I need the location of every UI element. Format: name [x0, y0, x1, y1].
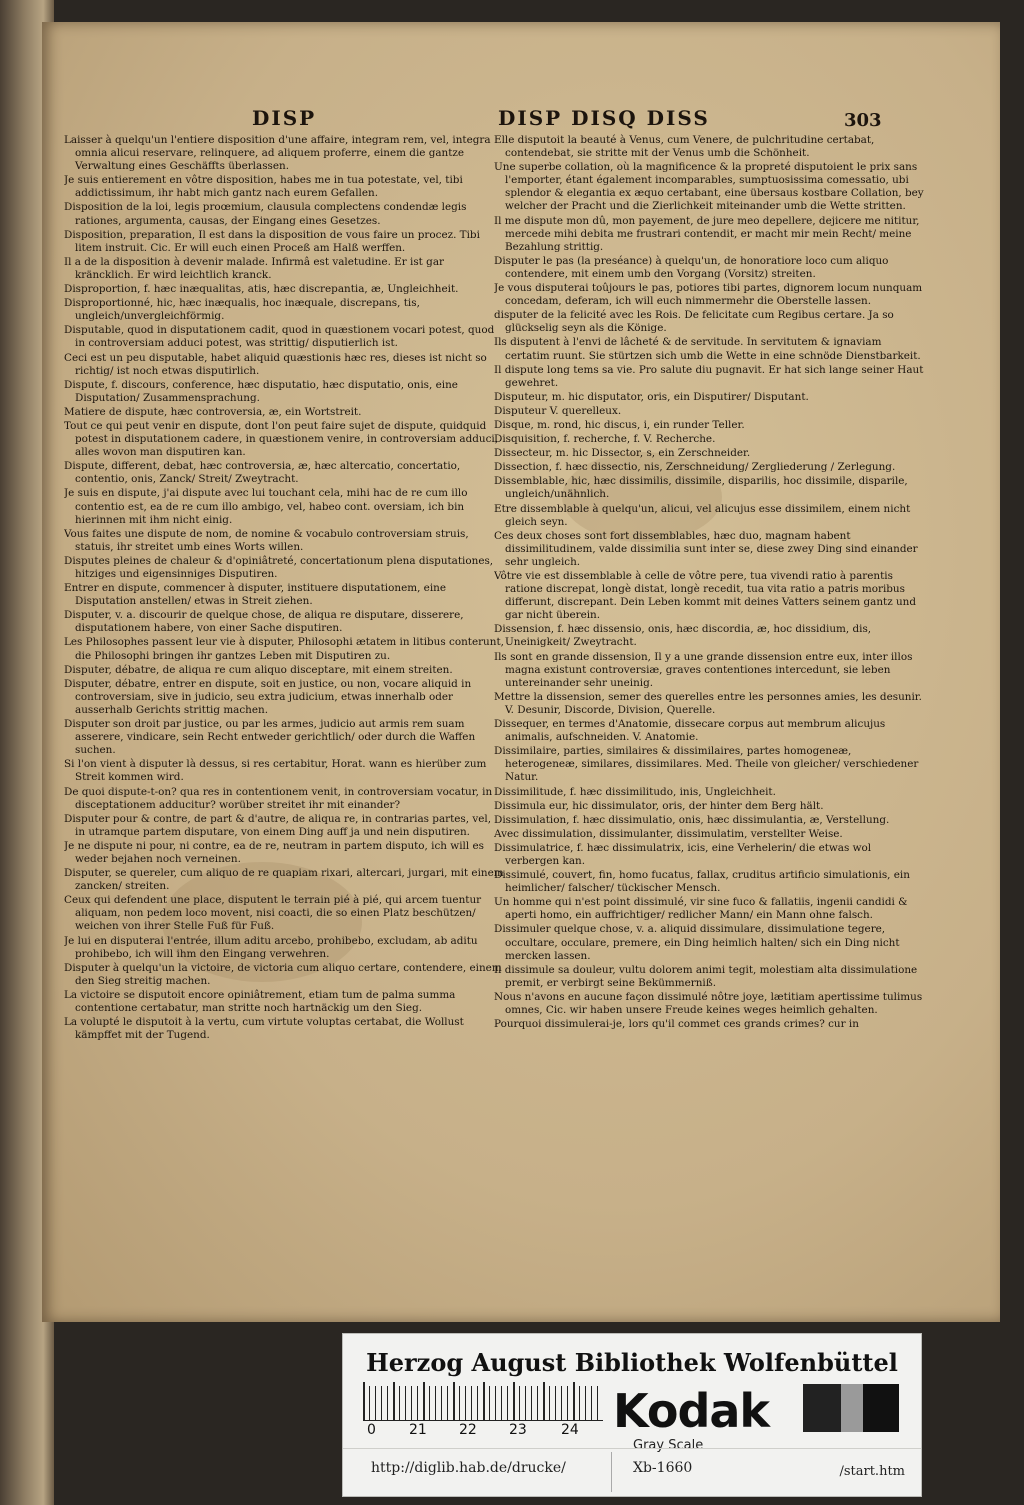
dictionary-entry: Matiere de dispute, hæc controversia, æ, ein Wortstreit. [64, 405, 362, 418]
digital-library-url: http://diglib.hab.de/drucke/ [371, 1460, 566, 1476]
scale-ruler-major-ticks [363, 1382, 603, 1420]
dictionary-entry: Un homme qui n'est point dissimulé, vir sine fuco & fallatiis, ingenii candidi & aperti homo, ein auffrichtiger/ redlicher Mann/ ein Mann ohne falsch. [494, 896, 908, 922]
dictionary-entry: Dispute, different, debat, hæc controversia, æ, hæc altercatio, concertatio, contentio, onis, Zanck/ Streit/ Zweytracht. [64, 460, 461, 486]
dictionary-entry: Disputer, débatre, entrer en dispute, soit en justice, ou non, vocare aliquid in controversiam, sive in judicio, seu extra judicium, etwas innerhalb oder ausserhalb Gerichts strittig machen. [64, 677, 472, 716]
dictionary-entry: Je suis en dispute, j'ai dispute avec lui touchant cela, mihi hac de re cum illo contentio est, ea de re cum illo ambigo, vel, habeo cont. oversiam, ich bin hierinnen mit ihm nicht einig. [64, 487, 468, 526]
dictionary-entry: Ils sont en grande dissension, Il y a une grande dissension entre eux, inter illos magna existunt controversiæ, graves contentiones intercedunt, sie leben untereinander sehr uneinig. [494, 650, 913, 689]
dictionary-entry: Dissimuler quelque chose, v. a. aliquid dissimulare, dissimulatione tegere, occultare, occulare, premere, ein Ding heimlich halten/ sich ein Ding nicht mercken lassen. [494, 923, 900, 962]
card-separator [611, 1452, 612, 1492]
dictionary-entry: Mettre la dissension, semer des querelles entre les personnes amies, les desunir. V. Desunir, Discorde, Division, Querelle. [494, 690, 922, 716]
dictionary-entry: De quoi dispute-t-on? qua res in contentionem venit, in controversiam vocatur, in disceptationem adducitur? worüber streitet ihr mit einander? [64, 785, 493, 811]
dictionary-entry: Dissection, f. hæc dissectio, nis, Zerschneidung/ Zergliederung / Zerlegung. [494, 461, 896, 474]
dictionary-entry: Je vous disputerai toûjours le pas, potiores tibi partes, dignorem locum nunquam concedam, deferam, ich will euch nimmermehr die Oberstelle lassen. [494, 282, 923, 308]
dictionary-entry: Disposition, preparation, Il est dans la disposition de vous faire un procez. Tibi litem instruit. Cic. Er will euch einen Proceß am Halß werffen. [64, 228, 480, 254]
scale-tick: 24 [561, 1422, 579, 1438]
dictionary-entry: Il me dispute mon dû, mon payement, de jure meo depellere, dejicere me nititur, mercede mihi debita me frustrari contendit, er macht mir mein Recht/ meine Bezahlung strittig. [494, 214, 920, 253]
dictionary-entry: Je ne dispute ni pour, ni contre, ea de re, neutram in partem disputo, ich will es weder bejahen noch verneinen. [64, 839, 484, 865]
scale-tick: 22 [459, 1422, 477, 1438]
gray-swatch [863, 1384, 899, 1432]
dictionary-entry: Ces deux choses sont fort dissemblables, hæc duo, magnam habent dissimilitudinem, valde dissimilia sunt inter se, diese zwey Ding sind einander sehr ungleich. [494, 529, 918, 568]
dictionary-entry: Ceci est un peu disputable, habet aliquid quæstionis hæc res, dieses ist nicht so richtig/ ist noch etwas disputirlich. [64, 351, 487, 377]
dictionary-entry: Dissension, f. hæc dissensio, onis, hæc discordia, æ, hoc dissidium, dis, Uneinigkeit/ Zweytracht. [494, 623, 872, 649]
dictionary-entry: Je suis entierement en vôtre disposition, habes me in tua potestate, vel, tibi addictissimum, ihr habt mich gantz nach eurem Gefallen. [64, 174, 463, 200]
dictionary-entry: Disproportion, f. hæc inæqualitas, atis, hæc discrepantia, æ, Ungleichheit. [64, 283, 459, 296]
dictionary-entry: Dissimula eur, hic dissimulator, oris, der hinter dem Berg hält. [494, 799, 824, 812]
dictionary-entry: Je lui en disputerai l'entrée, illum aditu arcebo, prohibebo, excludam, ab aditu prohibebo, ich will ihm den Eingang verwehren. [64, 934, 478, 960]
shelfmark: Xb-1660 [633, 1460, 693, 1476]
gray-scale-label: Gray Scale [633, 1438, 704, 1453]
dictionary-entry: Laisser à quelqu'un l'entiere disposition d'une affaire, integram rem, vel, integra omnia alicui reservare, relinquere, ad aliquem proferre, einem die gantze Verwaltung eines Geschäffts überlassen. [64, 134, 491, 173]
scale-tick: 21 [409, 1422, 427, 1438]
dictionary-entry: Disputes pleines de chaleur & d'opiniâtreté, concertationum plena disputationes, hitziges und eigensinniges Disputiren. [64, 554, 494, 580]
library-name: Herzog August Bibliothek Wolfenbüttel [366, 1348, 898, 1377]
dictionary-entry: Vous faites une dispute de nom, de nomine & vocabulo controversiam struis, statuis, ihr streitet umb eines Worts willen. [64, 527, 469, 553]
dictionary-entry: Avec dissimulation, dissimulanter, dissimulatim, verstellter Weise. [494, 827, 843, 840]
scale-tick: 23 [509, 1422, 527, 1438]
dictionary-entry: Dissequer, en termes d'Anatomie, dissecare corpus aut membrum alicujus animalis, aufschneiden. V. Anatomie. [494, 718, 886, 744]
library-color-card [342, 1333, 922, 1497]
dictionary-entry: Entrer en dispute, commencer à disputer, instituere disputationem, eine Disputation anstellen/ etwas in Streit ziehen. [64, 582, 446, 608]
scale-tick-labels [365, 1422, 605, 1442]
dictionary-entry: Dissimilaire, parties, similaires & dissimilaires, partes homogeneæ, heterogeneæ, similares, dissimilares. Med. Theile von gleicher/ verschiedener Natur. [494, 745, 919, 784]
dictionary-entry: La volupté le disputoit à la vertu, cum virtute voluptas certabat, die Wollust kämpffet mit der Tugend. [64, 1016, 464, 1042]
dictionary-entry: Disputer son droit par justice, ou par les armes, judicio aut armis rem suam asserere, vindicare, sein Recht entweder gerichtlich/ oder durch die Waffen suchen. [64, 718, 476, 757]
dictionary-entry: Il a de la disposition à devenir malade. Infirmâ est valetudine. Er ist gar kräncklich. Er wird leichtlich kranck. [64, 255, 444, 281]
card-divider [343, 1448, 921, 1449]
dictionary-entry: Tout ce qui peut venir en dispute, dont l'on peut faire sujet de dispute, quidquid potest in disputationem cadere, in quæstionem venire, in controversiam adduci, alles wovon man disputiren kan. [64, 419, 499, 459]
start-link: /start.htm [839, 1464, 905, 1479]
dictionary-entry: Disputer le pas (la preséance) à quelqu'un, de honoratiore loco cum aliquo contendere, mit einem umb den Vorgang (Vorsitz) streiten. [494, 254, 889, 280]
gray-swatch [841, 1384, 863, 1432]
dictionary-entry: Disputer, débatre, de aliqua re cum aliquo disceptare, mit einem streiten. [64, 663, 453, 676]
dictionary-entry: Disputer à quelqu'un la victoire, de victoria cum aliquo certare, contendere, einem den Sieg streitig machen. [64, 961, 502, 987]
dictionary-entry: Disque, m. rond, hic discus, i, ein runder Teller. [494, 418, 745, 431]
dictionary-entry: Pourquoi dissimulerai-je, lors qu'il commet ces grands crimes? cur in [494, 1018, 859, 1031]
dictionary-entry: Elle disputoit la beauté à Venus, cum Venere, de pulchritudine certabat, contendebat, sie stritte mit der Venus umb die Schönheit. [494, 134, 875, 160]
page-number: 303 [844, 110, 882, 131]
dictionary-entry: Disquisition, f. recherche, f. V. Recherche. [494, 433, 716, 446]
dictionary-entry: Disputer, v. a. discourir de quelque chose, de aliqua re disputare, disserere, disputationem habere, von einer Sache disputiren. [64, 609, 464, 635]
dictionary-entry: Nous n'avons en aucune façon dissimulé nôtre joye, lætitiam apertissime tulimus omnes, Cic. wir haben unsere Freude keines weges heimlich gehalten. [494, 990, 923, 1016]
dictionary-entry: Dissecteur, m. hic Dissector, s, ein Zerschneider. [494, 447, 751, 460]
dictionary-entry: Une superbe collation, où la magnificence & la propreté disputoient le prix sans l'emporter, étant également incomparables, sumptuosissima comessatio, ubi splendor & elegantia ex æquo certabant, eine übersaus kostbare Collation, bey welcher der Pracht und die Zierlichkeit miteinander umb die Wette stritten. [494, 161, 924, 213]
dictionary-entry: La victoire se disputoit encore opiniâtrement, etiam tum de palma summa contentione certabatur, man stritte noch hartnäckig um den Sieg. [64, 988, 456, 1014]
running-head-left: DISP [252, 106, 317, 130]
dictionary-entry: Ceux qui defendent une place, disputent le terrain pié à pié, qui arcem tuentur aliquam, non pedem loco movent, nisi coacti, die so einen Platz beschützen/ weichen von ihrer Stelle Fuß für Fuß. [64, 894, 482, 933]
book-page [42, 22, 1000, 1322]
gray-swatch [803, 1384, 841, 1432]
running-head-right: DISP DISQ DISS [498, 106, 710, 130]
dictionary-entry: Dispute, f. discours, conference, hæc disputatio, hæc disputatio, onis, eine Disputation/ Zusammensprachung. [64, 378, 458, 404]
dictionary-entry: Disputeur V. querelleux. [494, 404, 622, 417]
dictionary-entry: Disputeur, m. hic disputator, oris, ein Disputirer/ Disputant. [494, 390, 809, 403]
dictionary-entry: Dissimulation, f. hæc dissimulatio, onis, hæc dissimulantia, æ, Verstellung. [494, 813, 890, 826]
dictionary-entry: disputer de la felicité avec les Rois. De felicitate cum Regibus certare. Ja so glückselig seyn als die Könige. [494, 309, 894, 335]
dictionary-entry: Disputer, se quereler, cum aliquo de re quapiam rixari, altercari, jurgari, mit einem zancken/ streiten. [64, 867, 504, 893]
dictionary-entry: Il dispute long tems sa vie. Pro salute diu pugnavit. Er hat sich lange seiner Haut gewehret. [494, 363, 924, 389]
dictionary-entry: Disposition de la loi, legis proœmium, clausula complectens condendæ legis rationes, argumenta, causas, der Eingang eines Gesetzes. [64, 201, 467, 227]
dictionary-entry: Disputer pour & contre, de part & d'autre, de aliqua re, in contrarias partes, vel, in utramque partem disputare, von einem Ding auff ja und nein disputiren. [64, 812, 492, 838]
dictionary-entry: Disputable, quod in disputationem cadit, quod in quæstionem vocari potest, quod in controversiam adduci potest, was strittig/ disputierlich ist. [64, 324, 495, 350]
dictionary-entry: Si l'on vient à disputer là dessus, si res certabitur, Horat. wann es hierüber zum Streit kommen wird. [64, 758, 487, 784]
left-column [64, 134, 504, 1224]
dictionary-entry: Il dissimule sa douleur, vultu dolorem animi tegit, molestiam alta dissimulatione premit, er verbirgt seine Bekümmerniß. [494, 963, 918, 989]
kodak-logo: Kodak [613, 1384, 769, 1438]
dictionary-entry: Dissimulatrice, f. hæc dissimulatrix, icis, eine Verhelerin/ die etwas wol verbergen kan. [494, 841, 872, 867]
dictionary-entry: Disproportionné, hic, hæc inæqualis, hoc inæquale, discrepans, tis, ungleich/unvergleichförmig. [64, 297, 420, 323]
scale-tick: 0 [367, 1422, 376, 1438]
dictionary-entry: Dissemblable, hic, hæc dissimilis, dissimile, disparilis, hoc dissimile, disparile, ungleich/unähnlich. [494, 475, 908, 501]
dictionary-entry: Les Philosophes passent leur vie à disputer, Philosophi ætatem in litibus conterunt, die Philosophi bringen ihr gantzes Leben mit Disputiren zu. [64, 636, 504, 662]
dictionary-entry: Ils disputent à l'envi de lâcheté & de servitude. In servitutem & ignaviam certatim ruunt. Sie stürtzen sich umb die Wette in eine schnöde Dienstbarkeit. [494, 336, 921, 362]
dictionary-entry: Vôtre vie est dissemblable à celle de vôtre pere, tua vivendi ratio à parentis ratione discrepat, longè distat, longè recedit, tua vita ratio a patris moribus differunt, discrepant. Dein Leben kommt mit deines Vatters seinem gantz und gar nicht überein. [494, 570, 917, 622]
dictionary-entry: Etre dissemblable à quelqu'un, alicui, vel alicujus esse dissimilem, einem nicht gleich seyn. [494, 502, 911, 528]
right-column [494, 134, 924, 1254]
dictionary-entry: Dissimilitude, f. hæc dissimilitudo, inis, Ungleichheit. [494, 785, 776, 798]
dictionary-entry: Dissimulé, couvert, fin, homo fucatus, fallax, cruditus artificio simulationis, ein heimlicher/ falscher/ tückischer Mensch. [494, 869, 910, 895]
